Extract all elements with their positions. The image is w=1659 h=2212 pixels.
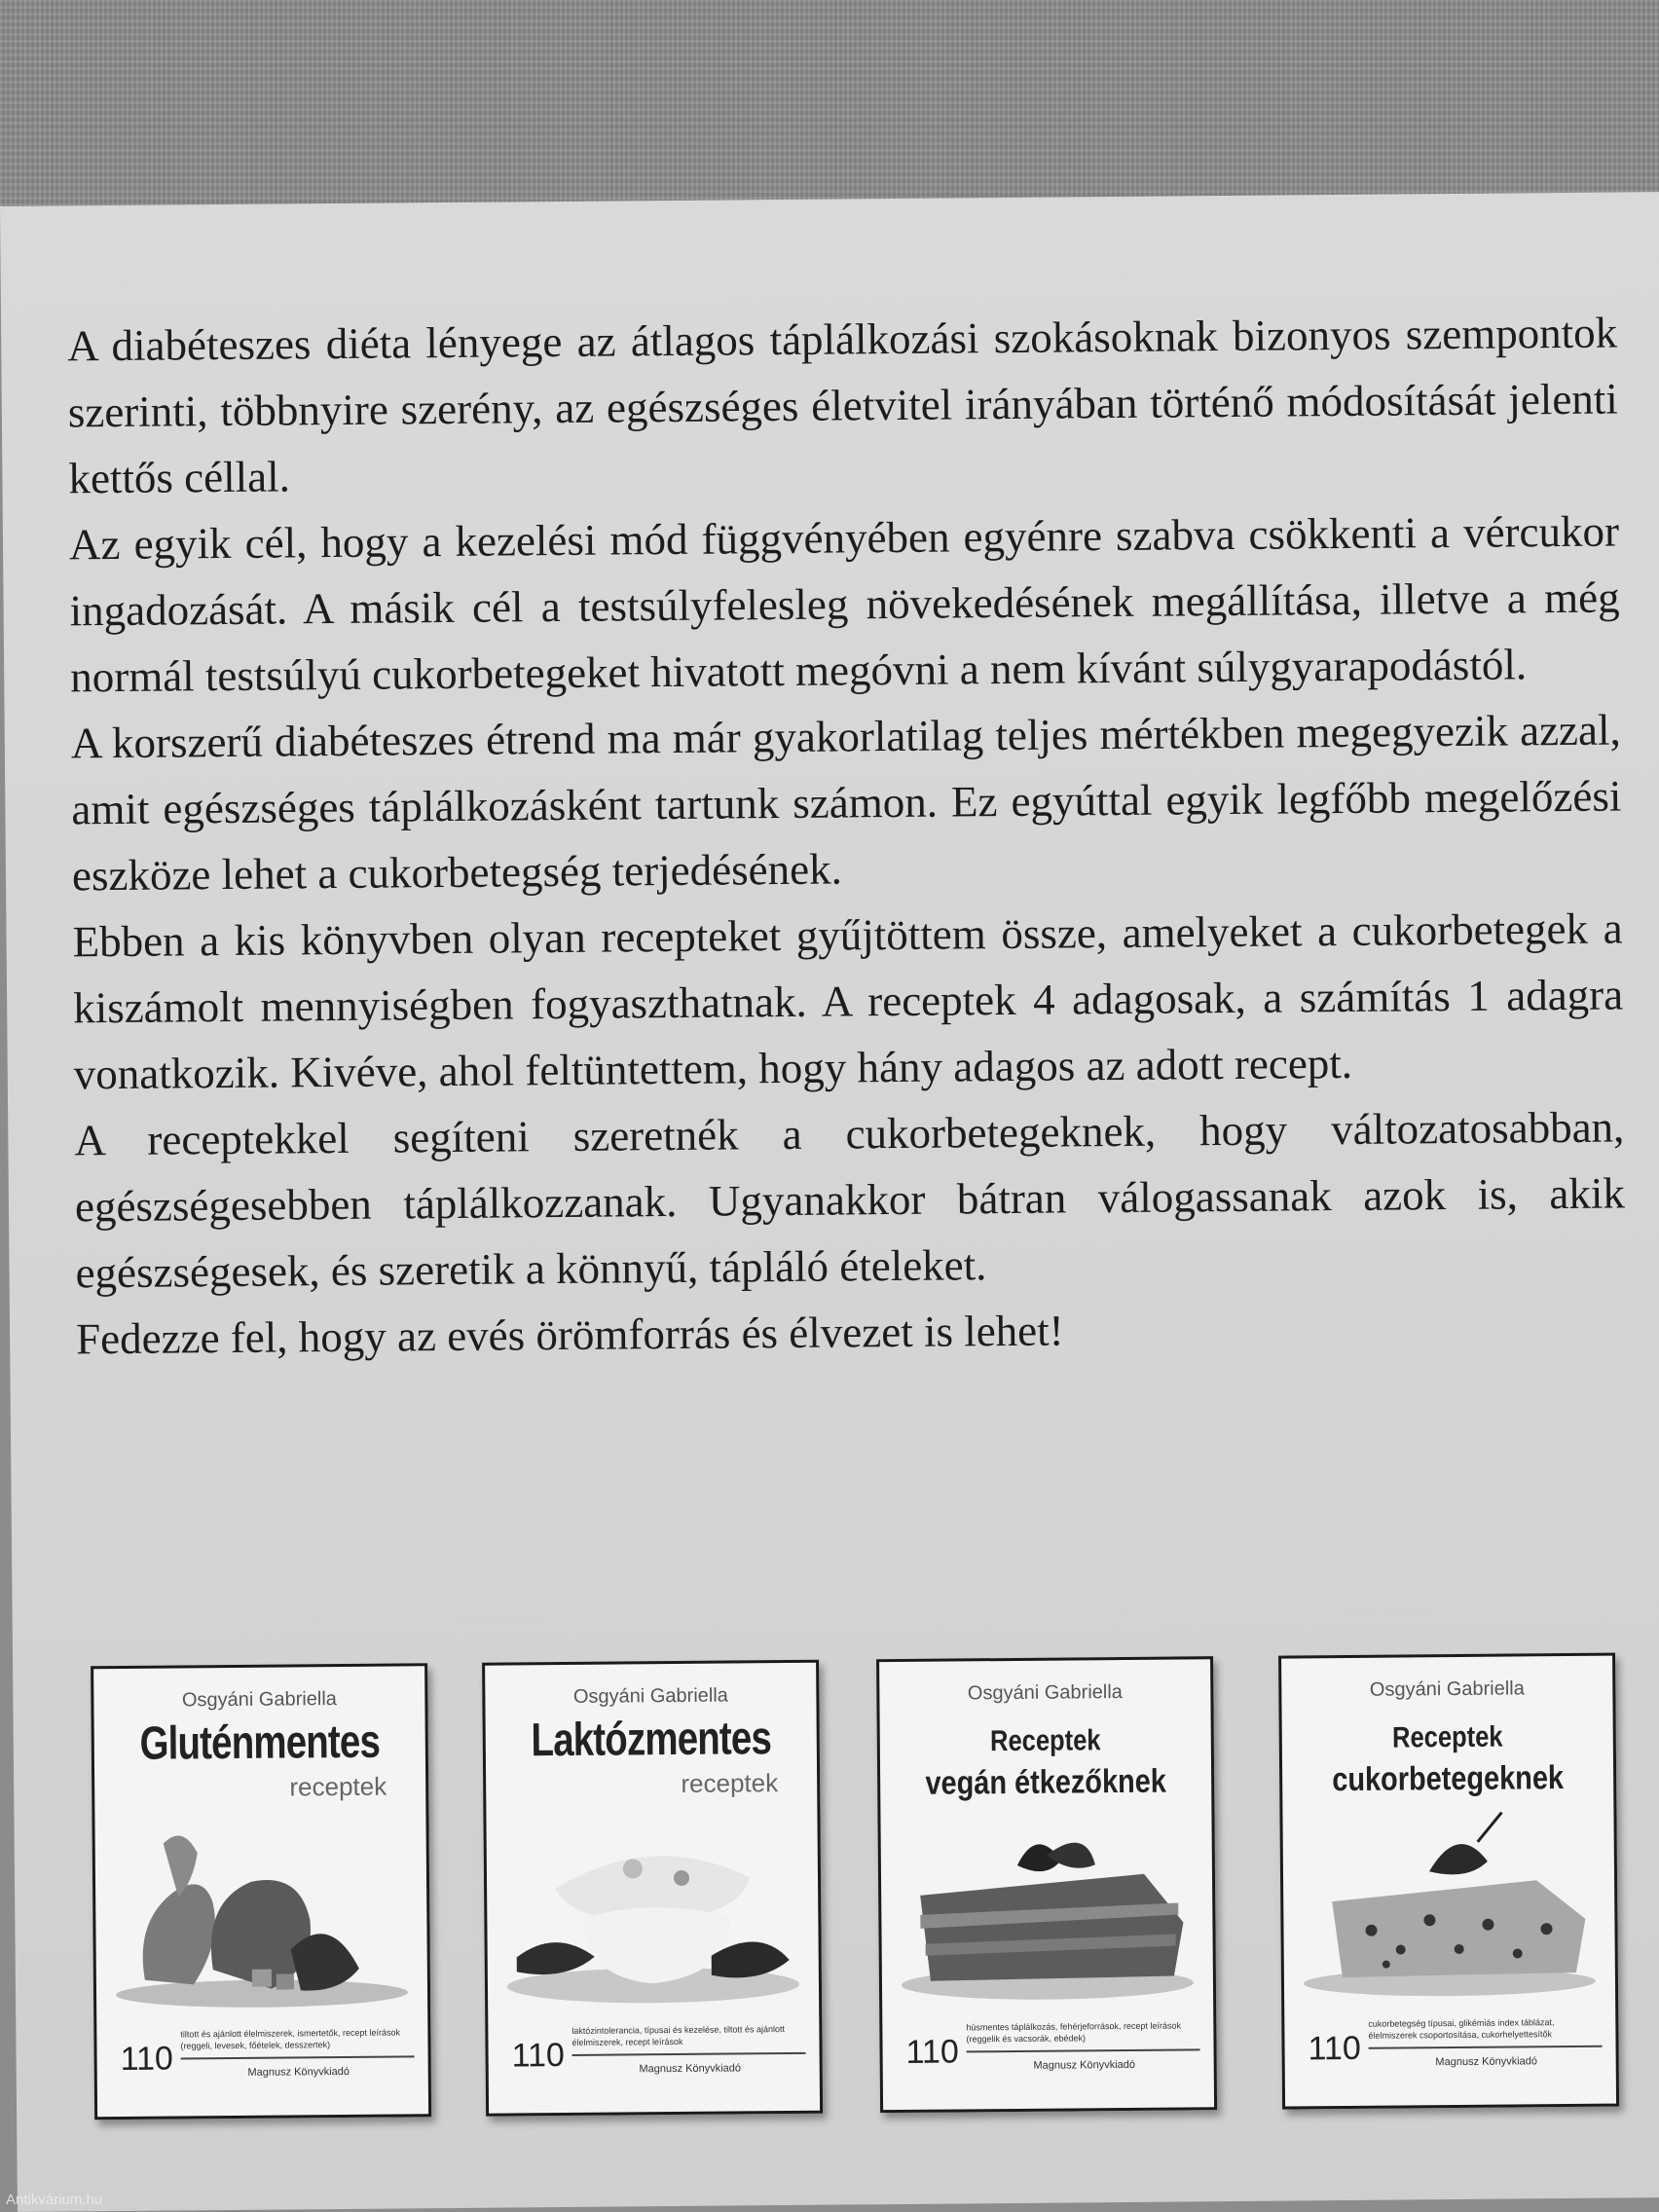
- book-description: laktózintolerancia, típusai és kezelése, tiltott és ajánlott élelmiszerek, recept leírások: [571, 2024, 786, 2047]
- paragraph: A korszerű diabéteszes étrend ma már gyakorlatilag teljes mértékben megegyezik azzal, amit egészséges táplálkozásként tartunk számon. Ez egyúttal egyik legfőbb megelőzési eszköze lehet a cukorbetegség terjedésének.: [70, 705, 1622, 901]
- book-cover-laktozmentes[interactable]: [482, 1660, 823, 2117]
- paragraph: Fedezze fel, hogy az evés örömforrás és élvezet is lehet!: [75, 1306, 1064, 1364]
- book-author: Osgyáni Gabriella: [181, 1688, 337, 1712]
- book-title: Receptek cukorbetegeknek: [1332, 1720, 1565, 1799]
- blurb-text: [67, 300, 1626, 1373]
- paragraph: Az egyik cél, hogy a kezelési mód függvényében egyénre szabva csökkenti a vércukor ingadozását. A másik cél a testsúlyfelesleg növekedésének megállítása, illetve a még normál testsúlyú cukorbetegeket hivatott megóvni a nem kívánt súlygyarapodástól.: [68, 506, 1620, 702]
- divider: [572, 2052, 806, 2056]
- book-title: Gluténmentes: [139, 1715, 381, 1770]
- food-photo-fish-rice: [496, 1809, 809, 2007]
- divider: [1369, 2046, 1603, 2049]
- food-photo-terrine: [1292, 1802, 1605, 2000]
- food-photo-lasagna: [890, 1805, 1203, 2003]
- book-subtitle: receptek: [289, 1771, 387, 1802]
- book-cover-glutenmentes[interactable]: [91, 1663, 431, 2120]
- related-books: [91, 1653, 1623, 2173]
- recipe-count: 110: [120, 2040, 173, 2078]
- book-description: cukorbetegség típusai, glikémiás index táblázat, élelmiszerek csoportosítása, cukorhelyettesítők: [1368, 2017, 1555, 2041]
- book-description: tiltott és ajánlott élelmiszerek, ismertetők, recept leírások (reggeli, levesek, főételek, desszertek): [180, 2027, 401, 2051]
- book-back-cover: [0, 192, 1659, 2212]
- book-cover-vegan[interactable]: [876, 1656, 1217, 2113]
- recipe-count: 110: [1308, 2029, 1361, 2068]
- recipe-count: 110: [905, 2033, 959, 2071]
- recipe-count: 110: [511, 2037, 565, 2075]
- book-description: húsmentes táplálkozás, fehérjeforrások, recept leírások (reggelik és vacsorák, ebédek): [966, 2020, 1182, 2045]
- book-title: Laktózmentes: [531, 1713, 772, 1767]
- book-title: Receptek vegán étkezőknek: [925, 1724, 1167, 1802]
- food-photo-chicken: [104, 1812, 418, 2009]
- paragraph: Ebben a kis könyvben olyan recepteket gyűjtöttem össze, amelyeket a cukorbetegek a kiszámolt mennyiségben fogyaszthatnak. A receptek 4 adagosak, a számítás 1 adagra vonatkozik. Kivéve, ahol feltüntettem, hogy hány adagos az adott recept.: [72, 903, 1624, 1099]
- book-publisher: Magnusz Könyvkiadó: [247, 2065, 350, 2079]
- divider: [181, 2055, 415, 2059]
- paragraph: A diabéteszes diéta lényege az átlagos táplálkozási szokásoknak bizonyos szempontok szerinti, többnyire szerény, az egészséges életvitel irányában történő módosítását jelenti kettős céllal.: [67, 308, 1619, 503]
- book-publisher: Magnusz Könyvkiadó: [1033, 2058, 1136, 2072]
- book-author: Osgyáni Gabriella: [572, 1684, 728, 1708]
- watermark: Antikvárium.hu: [6, 2192, 103, 2208]
- book-publisher: Magnusz Könyvkiadó: [639, 2062, 742, 2076]
- paragraph: A receptekkel segíteni szeretnék a cukorbetegeknek, hogy változatosabban, egészségesebben táplálkozzanak. Ugyanakkor bátran válogassanak azok is, akik egészségesek, és szeretik a könnyű, tápláló ételeket.: [74, 1102, 1626, 1298]
- book-author: Osgyáni Gabriella: [967, 1680, 1123, 1705]
- book-subtitle: receptek: [681, 1768, 779, 1798]
- book-cover-cukorbetegeknek[interactable]: [1278, 1653, 1619, 2110]
- book-publisher: Magnusz Könyvkiadó: [1435, 2055, 1538, 2069]
- book-author: Osgyáni Gabriella: [1369, 1677, 1525, 1701]
- divider: [967, 2048, 1200, 2052]
